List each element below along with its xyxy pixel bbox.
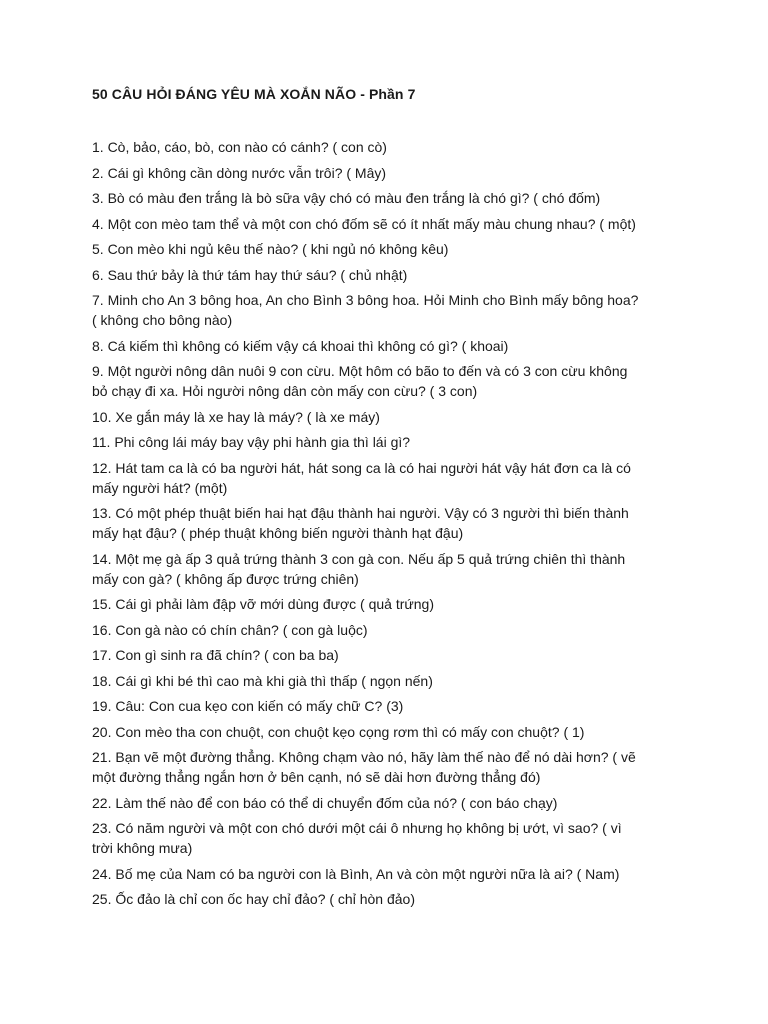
question-item [92, 137, 682, 157]
question-text-line: 1. Cò, bảo, cáo, bò, con nào có cánh? ( con cò) [92, 139, 387, 155]
question-text-line: 3. Bò có màu đen trắng là bò sữa vậy chó có màu đen trắng là chó gì? ( chó đốm) [92, 190, 601, 206]
question-text-line: 12. Hát tam ca là có ba người hát, hát song ca là có hai người hát vậy hát đơn ca là có [92, 459, 631, 476]
question-item [92, 503, 682, 543]
question-text-line: 14. Một mẹ gà ấp 3 quả trứng thành 3 con gà con. Nếu ấp 5 quả trứng chiên thì thành [92, 550, 626, 567]
question-item [92, 864, 682, 884]
question-text-line: 22. Làm thế nào để con báo có thể di chuyển đốm của nó? ( con báo chạy) [92, 794, 558, 811]
question-text-line: trời không mưa) [92, 840, 193, 856]
question-item [92, 747, 682, 787]
question-text-line: 5. Con mèo khi ngủ kêu thế nào? ( khi ngủ nó không kêu) [92, 241, 449, 257]
question-text-line: 7. Minh cho An 3 bông hoa, An cho Bình 3 bông hoa. Hỏi Minh cho Bình mấy bông hoa? [92, 292, 639, 308]
question-item [92, 620, 682, 640]
question-text-line: bỏ chạy đi xa. Hỏi người nông dân còn mấy con cừu? ( 3 con) [92, 383, 478, 399]
question-text-line: 23. Có năm người và một con chó dưới một cái ô nhưng họ không bị ướt, vì sao? ( vì [92, 820, 622, 836]
question-text-line: 13. Có một phép thuật biến hai hạt đậu thành hai người. Vậy có 3 người thì biến thành [92, 505, 629, 521]
question-text-line: 11. Phi công lái máy bay vậy phi hành gia thì lái gì? [92, 434, 411, 450]
question-item [92, 188, 682, 208]
question-item [92, 432, 682, 452]
question-item [92, 645, 682, 665]
question-item [92, 671, 682, 691]
question-item [92, 239, 682, 259]
question-item [92, 549, 682, 589]
question-text-line: 16. Con gà nào có chín chân? ( con gà luộc) [92, 621, 368, 638]
question-text-line: 2. Cái gì không cần dòng nước vẫn trôi? ( Mây) [92, 164, 387, 181]
question-item [92, 214, 682, 234]
question-text-line: 6. Sau thứ bảy là thứ tám hay thứ sáu? ( chủ nhật) [92, 266, 408, 283]
question-text-line: 15. Cái gì phải làm đập vỡ mới dùng được ( quả trứng) [92, 596, 435, 612]
question-item [92, 458, 682, 498]
question-text-line: 19. Câu: Con cua kẹo con kiến có mấy chữ C? (3) [92, 698, 404, 714]
question-text-line: mấy con gà? ( không ấp được trứng chiên) [92, 570, 359, 587]
question-item [92, 696, 682, 716]
question-item [92, 265, 682, 285]
question-item [92, 163, 682, 183]
question-item [92, 722, 682, 742]
question-text-line: 17. Con gì sinh ra đã chín? ( con ba ba) [92, 647, 339, 663]
question-item [92, 594, 682, 614]
question-item [92, 407, 682, 427]
question-item [92, 290, 682, 330]
question-text-line: 24. Bố mẹ của Nam có ba người con là Bình, An và còn một người nữa là ai? ( Nam) [92, 865, 620, 882]
question-item [92, 818, 682, 858]
question-text-line: 20. Con mèo tha con chuột, con chuột kẹo cọng rơm thì có mấy con chuột? ( 1) [92, 723, 585, 740]
question-text-line: 8. Cá kiếm thì không có kiếm vậy cá khoai thì không có gì? ( khoai) [92, 337, 509, 354]
question-text-line: 9. Một người nông dân nuôi 9 con cừu. Một hôm có bão to đến và có 3 con cừu không [92, 363, 628, 379]
question-text-line: một đường thẳng ngắn hơn ở bên cạnh, nó sẽ dài hơn đường thẳng đó) [92, 769, 541, 785]
question-item [92, 361, 682, 401]
question-item [92, 793, 682, 813]
question-text-line: 25. Ốc đảo là chỉ con ốc hay chỉ đảo? ( chỉ hòn đảo) [92, 891, 415, 907]
question-text-line: mấy hạt đậu? ( phép thuật không biến người thành hạt đậu) [92, 525, 464, 541]
question-text-line: 10. Xe gắn máy là xe hay là máy? ( là xe máy) [92, 408, 380, 425]
question-item [92, 336, 682, 356]
question-text-line: 18. Cái gì khi bé thì cao mà khi già thì thấp ( ngọn nến) [92, 672, 433, 689]
question-item [92, 889, 682, 909]
question-text-line: mấy người hát? (một) [92, 479, 228, 496]
document-title: 50 CÂU HỎI ĐÁNG YÊU MÀ XOẮN NÃO - Phần 7 [92, 86, 416, 102]
question-text-line: 21. Bạn vẽ một đường thẳng. Không chạm vào nó, hãy làm thế nào để nó dài hơn? ( vẽ [92, 749, 636, 765]
question-list [92, 137, 682, 915]
question-text-line: 4. Một con mèo tam thể và một con chó đốm sẽ có ít nhất mấy màu chung nhau? ( một) [92, 215, 636, 232]
question-text-line: ( không cho bông nào) [92, 312, 233, 328]
